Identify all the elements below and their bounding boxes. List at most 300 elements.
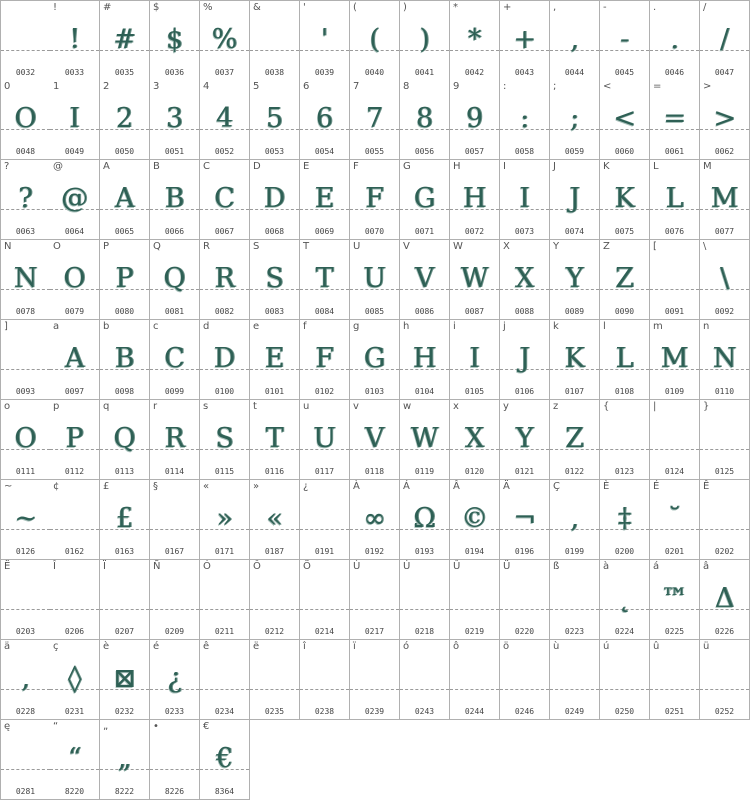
glyph-cell[interactable] bbox=[650, 0, 700, 81]
glyph-cell[interactable] bbox=[50, 240, 100, 320]
char-code: 0078 bbox=[15, 307, 36, 316]
key-label: ú bbox=[603, 641, 610, 652]
glyph-preview: B bbox=[164, 183, 185, 214]
glyph-cell[interactable] bbox=[600, 0, 650, 81]
glyph-preview bbox=[50, 501, 99, 537]
glyph-cell[interactable] bbox=[100, 240, 150, 320]
key-label: % bbox=[203, 2, 213, 13]
glyph-preview: ⊠ bbox=[113, 663, 136, 694]
char-code: 0251 bbox=[664, 707, 685, 716]
char-code: 0126 bbox=[15, 547, 36, 556]
glyph-cell[interactable] bbox=[550, 480, 600, 560]
glyph-cell[interactable] bbox=[0, 320, 51, 400]
glyph-cell[interactable] bbox=[700, 240, 750, 320]
glyph-cell[interactable] bbox=[100, 320, 150, 400]
char-code: 0192 bbox=[364, 547, 385, 556]
glyph-preview: C bbox=[164, 343, 185, 374]
glyph-cell[interactable] bbox=[200, 320, 250, 400]
glyph-cell[interactable] bbox=[0, 240, 51, 320]
glyph-preview: @ bbox=[61, 183, 88, 214]
char-code: 0083 bbox=[264, 307, 285, 316]
glyph-cell[interactable] bbox=[600, 560, 650, 640]
glyph-preview: S bbox=[265, 263, 284, 294]
glyph-cell[interactable] bbox=[150, 240, 200, 320]
char-code: 0252 bbox=[714, 707, 735, 716]
glyph-cell[interactable] bbox=[150, 480, 200, 560]
glyph-cell[interactable] bbox=[300, 320, 350, 400]
key-label: 3 bbox=[153, 81, 160, 92]
glyph-cell[interactable] bbox=[550, 640, 600, 720]
char-code: 0218 bbox=[414, 627, 435, 636]
glyph-cell[interactable] bbox=[500, 160, 550, 240]
glyph-cell[interactable] bbox=[250, 640, 300, 720]
glyph-cell[interactable] bbox=[550, 560, 600, 640]
key-label: Ö bbox=[303, 561, 311, 572]
char-code: 0102 bbox=[314, 387, 335, 396]
glyph-cell[interactable] bbox=[400, 160, 450, 240]
key-label: ï bbox=[353, 641, 356, 652]
glyph-preview: “ bbox=[67, 743, 82, 774]
glyph-cell[interactable] bbox=[600, 480, 650, 560]
glyph-cell[interactable] bbox=[100, 720, 150, 800]
key-label: É bbox=[653, 481, 660, 492]
glyph-cell[interactable] bbox=[150, 320, 200, 400]
glyph-cell[interactable] bbox=[700, 640, 750, 720]
key-label: 1 bbox=[53, 81, 60, 92]
glyph-cell[interactable] bbox=[50, 480, 100, 560]
glyph-preview: , bbox=[21, 663, 30, 694]
glyph-cell[interactable] bbox=[450, 80, 500, 160]
key-label: ê bbox=[203, 641, 210, 652]
key-label: t bbox=[253, 401, 257, 412]
glyph-cell[interactable] bbox=[650, 560, 700, 640]
glyph-cell[interactable] bbox=[650, 320, 700, 400]
glyph-preview: I bbox=[469, 343, 480, 374]
glyph-cell[interactable] bbox=[0, 160, 51, 240]
glyph-cell[interactable] bbox=[400, 80, 450, 160]
glyph-cell[interactable] bbox=[250, 320, 300, 400]
glyph-preview bbox=[1, 22, 50, 58]
glyph-cell[interactable] bbox=[50, 320, 100, 400]
glyph-cell[interactable] bbox=[500, 400, 550, 480]
glyph-cell[interactable] bbox=[250, 80, 300, 160]
char-code: 0093 bbox=[15, 387, 36, 396]
char-code: 0104 bbox=[414, 387, 435, 396]
glyph-preview bbox=[450, 581, 499, 617]
glyph-preview bbox=[300, 501, 349, 537]
glyph-cell[interactable] bbox=[550, 320, 600, 400]
glyph-preview: S bbox=[215, 423, 234, 454]
glyph-cell[interactable] bbox=[300, 560, 350, 640]
char-code: 0048 bbox=[15, 147, 36, 156]
glyph-cell[interactable] bbox=[0, 720, 51, 800]
key-label: , bbox=[553, 2, 557, 13]
glyph-cell[interactable] bbox=[0, 0, 51, 81]
glyph-preview: ‡ bbox=[617, 503, 632, 534]
glyph-cell[interactable] bbox=[300, 400, 350, 480]
glyph-cell[interactable] bbox=[250, 160, 300, 240]
char-code: 0065 bbox=[114, 227, 135, 236]
key-label: C bbox=[203, 161, 210, 172]
glyph-cell[interactable] bbox=[700, 0, 750, 81]
glyph-cell[interactable] bbox=[650, 160, 700, 240]
glyph-cell[interactable] bbox=[400, 0, 450, 81]
key-label: Ù bbox=[353, 561, 361, 572]
glyph-cell[interactable] bbox=[550, 0, 600, 81]
glyph-cell[interactable] bbox=[600, 640, 650, 720]
glyph-preview: P bbox=[65, 423, 84, 454]
char-code: 0054 bbox=[314, 147, 335, 156]
char-code: 8226 bbox=[164, 787, 185, 796]
glyph-cell[interactable] bbox=[100, 560, 150, 640]
glyph-preview bbox=[250, 661, 299, 697]
key-label: V bbox=[403, 241, 410, 252]
glyph-cell[interactable] bbox=[700, 400, 750, 480]
glyph-cell[interactable] bbox=[450, 0, 500, 81]
glyph-cell[interactable] bbox=[50, 160, 100, 240]
glyph-cell[interactable] bbox=[250, 560, 300, 640]
glyph-cell[interactable] bbox=[700, 560, 750, 640]
glyph-cell[interactable] bbox=[0, 640, 51, 720]
key-label: r bbox=[153, 401, 158, 412]
glyph-cell[interactable] bbox=[200, 0, 250, 81]
glyph-cell[interactable] bbox=[400, 640, 450, 720]
key-label: $ bbox=[153, 2, 160, 13]
glyph-cell[interactable] bbox=[200, 160, 250, 240]
glyph-preview: L bbox=[615, 343, 634, 374]
glyph-preview bbox=[650, 261, 699, 297]
glyph-cell[interactable] bbox=[600, 160, 650, 240]
key-label: a bbox=[53, 321, 60, 332]
key-label: è bbox=[103, 641, 110, 652]
glyph-cell[interactable] bbox=[300, 160, 350, 240]
glyph-preview: 3 bbox=[165, 103, 184, 134]
glyph-preview: - bbox=[619, 24, 630, 55]
key-label: m bbox=[653, 321, 663, 332]
glyph-preview: D bbox=[213, 343, 236, 374]
glyph-cell[interactable] bbox=[150, 720, 200, 800]
key-label: B bbox=[153, 161, 160, 172]
key-label: o bbox=[4, 401, 11, 412]
glyph-cell[interactable] bbox=[200, 640, 250, 720]
glyph-cell[interactable] bbox=[100, 80, 150, 160]
glyph-preview bbox=[1, 581, 50, 617]
glyph-cell[interactable] bbox=[600, 320, 650, 400]
key-label: f bbox=[303, 321, 307, 332]
glyph-cell[interactable] bbox=[450, 400, 500, 480]
key-label: 7 bbox=[353, 81, 360, 92]
glyph-cell[interactable] bbox=[200, 560, 250, 640]
glyph-preview: Z bbox=[615, 263, 634, 294]
char-code: 0042 bbox=[464, 68, 485, 77]
char-code: 0206 bbox=[64, 627, 85, 636]
char-code: 0044 bbox=[564, 68, 585, 77]
char-code: 0056 bbox=[414, 147, 435, 156]
glyph-cell[interactable] bbox=[550, 240, 600, 320]
glyph-cell[interactable] bbox=[0, 400, 51, 480]
glyph-cell[interactable] bbox=[450, 160, 500, 240]
key-label: ü bbox=[703, 641, 710, 652]
key-label: b bbox=[103, 321, 110, 332]
char-code: 0219 bbox=[464, 627, 485, 636]
char-code: 0045 bbox=[614, 68, 635, 77]
glyph-cell[interactable] bbox=[100, 0, 150, 81]
key-label: Ç bbox=[553, 481, 560, 492]
key-label: y bbox=[503, 401, 509, 412]
glyph-cell[interactable] bbox=[50, 640, 100, 720]
char-code: 0039 bbox=[314, 68, 335, 77]
glyph-cell[interactable] bbox=[400, 240, 450, 320]
glyph-preview: « bbox=[266, 503, 283, 534]
char-code: 0232 bbox=[114, 707, 135, 716]
glyph-cell[interactable] bbox=[500, 240, 550, 320]
glyph-cell[interactable] bbox=[150, 0, 200, 81]
glyph-cell[interactable] bbox=[700, 160, 750, 240]
key-label: { bbox=[603, 401, 610, 412]
glyph-cell[interactable] bbox=[500, 0, 550, 81]
char-code: 0244 bbox=[464, 707, 485, 716]
glyph-cell[interactable] bbox=[600, 240, 650, 320]
glyph-preview: C bbox=[214, 183, 235, 214]
char-code: 0163 bbox=[114, 547, 135, 556]
glyph-cell[interactable] bbox=[350, 80, 400, 160]
glyph-cell[interactable] bbox=[50, 400, 100, 480]
glyph-preview: : bbox=[519, 103, 530, 134]
char-code: 0071 bbox=[414, 227, 435, 236]
glyph-cell[interactable] bbox=[150, 560, 200, 640]
key-label: Ï bbox=[103, 561, 106, 572]
glyph-cell[interactable] bbox=[600, 400, 650, 480]
key-label: á bbox=[653, 561, 660, 572]
glyph-cell[interactable] bbox=[700, 80, 750, 160]
glyph-cell[interactable] bbox=[150, 80, 200, 160]
char-code: 0101 bbox=[264, 387, 285, 396]
key-label: ¢ bbox=[53, 481, 60, 492]
glyph-cell[interactable] bbox=[200, 480, 250, 560]
glyph-cell[interactable] bbox=[500, 640, 550, 720]
glyph-cell[interactable] bbox=[650, 640, 700, 720]
glyph-preview: R bbox=[214, 263, 235, 294]
glyph-cell[interactable] bbox=[450, 560, 500, 640]
glyph-cell[interactable] bbox=[100, 480, 150, 560]
char-code: 0224 bbox=[614, 627, 635, 636]
glyph-cell[interactable] bbox=[500, 320, 550, 400]
glyph-cell[interactable] bbox=[200, 80, 250, 160]
glyph-cell[interactable] bbox=[550, 400, 600, 480]
char-code: 0211 bbox=[214, 627, 235, 636]
glyph-cell[interactable] bbox=[200, 400, 250, 480]
key-label: » bbox=[253, 481, 260, 492]
char-code: 0112 bbox=[64, 467, 85, 476]
glyph-cell[interactable] bbox=[250, 400, 300, 480]
char-code: 0108 bbox=[614, 387, 635, 396]
glyph-cell[interactable] bbox=[450, 240, 500, 320]
char-code: 0069 bbox=[314, 227, 335, 236]
glyph-cell[interactable] bbox=[100, 160, 150, 240]
glyph-preview: 7 bbox=[365, 103, 384, 134]
glyph-cell[interactable] bbox=[350, 640, 400, 720]
key-label: E bbox=[303, 161, 310, 172]
glyph-cell[interactable] bbox=[150, 160, 200, 240]
char-code: 0196 bbox=[514, 547, 535, 556]
glyph-cell[interactable] bbox=[300, 480, 350, 560]
key-label: ó bbox=[403, 641, 410, 652]
glyph-preview: K bbox=[614, 183, 635, 214]
glyph-cell[interactable] bbox=[400, 400, 450, 480]
glyph-cell[interactable] bbox=[200, 720, 250, 800]
glyph-cell[interactable] bbox=[50, 80, 100, 160]
glyph-preview: 5 bbox=[265, 103, 284, 134]
key-label: Y bbox=[553, 241, 560, 252]
glyph-cell[interactable] bbox=[50, 720, 100, 800]
glyph-cell[interactable] bbox=[0, 560, 51, 640]
glyph-preview: P bbox=[115, 263, 134, 294]
glyph-cell[interactable] bbox=[50, 0, 100, 81]
key-label: h bbox=[403, 321, 410, 332]
glyph-cell[interactable] bbox=[350, 400, 400, 480]
glyph-cell[interactable] bbox=[350, 0, 400, 81]
glyph-preview bbox=[700, 661, 749, 697]
glyph-cell[interactable] bbox=[350, 320, 400, 400]
char-code: 0032 bbox=[15, 68, 36, 77]
key-label: ( bbox=[353, 2, 357, 13]
glyph-cell[interactable] bbox=[350, 240, 400, 320]
char-code: 0223 bbox=[564, 627, 585, 636]
glyph-cell[interactable] bbox=[50, 560, 100, 640]
glyph-preview bbox=[50, 581, 99, 617]
key-label: F bbox=[353, 161, 359, 172]
glyph-cell[interactable] bbox=[500, 560, 550, 640]
glyph-cell[interactable] bbox=[350, 160, 400, 240]
char-code: 0089 bbox=[564, 307, 585, 316]
glyph-preview: H bbox=[412, 343, 437, 374]
glyph-cell[interactable] bbox=[700, 480, 750, 560]
key-label: + bbox=[503, 2, 512, 13]
char-code: 0120 bbox=[464, 467, 485, 476]
glyph-cell[interactable] bbox=[0, 80, 51, 160]
glyph-cell[interactable] bbox=[350, 480, 400, 560]
glyph-cell[interactable] bbox=[250, 0, 300, 81]
glyph-preview: H bbox=[462, 183, 487, 214]
glyph-cell[interactable] bbox=[650, 480, 700, 560]
key-label: ! bbox=[53, 2, 58, 13]
glyph-cell[interactable] bbox=[300, 0, 350, 81]
char-code: 0060 bbox=[614, 147, 635, 156]
glyph-cell[interactable] bbox=[600, 80, 650, 160]
char-code: 0086 bbox=[414, 307, 435, 316]
key-label: | bbox=[653, 401, 657, 412]
glyph-cell[interactable] bbox=[100, 400, 150, 480]
glyph-cell[interactable] bbox=[700, 320, 750, 400]
key-label: ö bbox=[503, 641, 510, 652]
glyph-cell[interactable] bbox=[250, 480, 300, 560]
key-label: S bbox=[253, 241, 260, 252]
key-label: § bbox=[153, 481, 158, 492]
glyph-cell[interactable] bbox=[550, 160, 600, 240]
glyph-cell[interactable] bbox=[500, 80, 550, 160]
glyph-preview: O bbox=[14, 423, 37, 454]
char-code: 0243 bbox=[414, 707, 435, 716]
glyph-cell[interactable] bbox=[400, 480, 450, 560]
char-code: 0064 bbox=[64, 227, 85, 236]
glyph-cell[interactable] bbox=[150, 640, 200, 720]
glyph-cell[interactable] bbox=[650, 80, 700, 160]
key-label: 6 bbox=[303, 81, 310, 92]
glyph-cell[interactable] bbox=[100, 640, 150, 720]
glyph-preview: E bbox=[264, 343, 285, 374]
glyph-cell[interactable] bbox=[150, 400, 200, 480]
glyph-preview: O bbox=[14, 103, 37, 134]
char-code: 0098 bbox=[114, 387, 135, 396]
char-code: 0187 bbox=[264, 547, 285, 556]
glyph-cell[interactable] bbox=[450, 320, 500, 400]
glyph-preview: Ω bbox=[413, 503, 436, 534]
char-code: 0238 bbox=[314, 707, 335, 716]
char-code: 0068 bbox=[264, 227, 285, 236]
char-code: 0061 bbox=[664, 147, 685, 156]
key-label: Ë bbox=[4, 561, 11, 572]
glyph-cell[interactable] bbox=[400, 320, 450, 400]
glyph-cell[interactable] bbox=[200, 240, 250, 320]
key-label: ô bbox=[453, 641, 460, 652]
glyph-preview: > bbox=[713, 103, 736, 134]
char-code: 0194 bbox=[464, 547, 485, 556]
key-label: Ú bbox=[403, 561, 411, 572]
char-code: 0207 bbox=[114, 627, 135, 636]
glyph-cell[interactable] bbox=[450, 480, 500, 560]
char-code: 0226 bbox=[714, 627, 735, 636]
glyph-preview: » bbox=[216, 503, 233, 534]
glyph-cell[interactable] bbox=[0, 480, 51, 560]
glyph-cell[interactable] bbox=[500, 480, 550, 560]
glyph-preview: ∼ bbox=[14, 503, 37, 534]
glyph-preview: K bbox=[564, 343, 585, 374]
glyph-cell[interactable] bbox=[300, 640, 350, 720]
char-code: 0249 bbox=[564, 707, 585, 716]
glyph-cell[interactable] bbox=[650, 240, 700, 320]
char-code: 0079 bbox=[64, 307, 85, 316]
key-label: Z bbox=[603, 241, 610, 252]
glyph-preview: ¿ bbox=[167, 663, 182, 694]
glyph-preview bbox=[150, 741, 199, 777]
glyph-cell[interactable] bbox=[650, 400, 700, 480]
key-label: H bbox=[453, 161, 461, 172]
char-code: 0171 bbox=[214, 547, 235, 556]
glyph-cell[interactable] bbox=[400, 560, 450, 640]
char-code: 0235 bbox=[264, 707, 285, 716]
glyph-preview: G bbox=[413, 183, 436, 214]
char-code: 0233 bbox=[164, 707, 185, 716]
char-code: 0076 bbox=[664, 227, 685, 236]
glyph-cell[interactable] bbox=[300, 240, 350, 320]
key-label: s bbox=[203, 401, 209, 412]
glyph-cell[interactable] bbox=[550, 80, 600, 160]
glyph-preview: ˛ bbox=[617, 583, 632, 614]
glyph-cell[interactable] bbox=[450, 640, 500, 720]
glyph-preview: , bbox=[570, 24, 579, 55]
glyph-cell[interactable] bbox=[350, 560, 400, 640]
glyph-cell[interactable] bbox=[250, 240, 300, 320]
key-label: 5 bbox=[253, 81, 260, 92]
key-label: ] bbox=[4, 321, 8, 332]
char-code: 0051 bbox=[164, 147, 185, 156]
glyph-cell[interactable] bbox=[300, 80, 350, 160]
key-label: ù bbox=[553, 641, 560, 652]
key-label: # bbox=[103, 2, 112, 13]
key-label: « bbox=[203, 481, 210, 492]
key-label: é bbox=[153, 641, 160, 652]
key-label: = bbox=[653, 81, 662, 92]
